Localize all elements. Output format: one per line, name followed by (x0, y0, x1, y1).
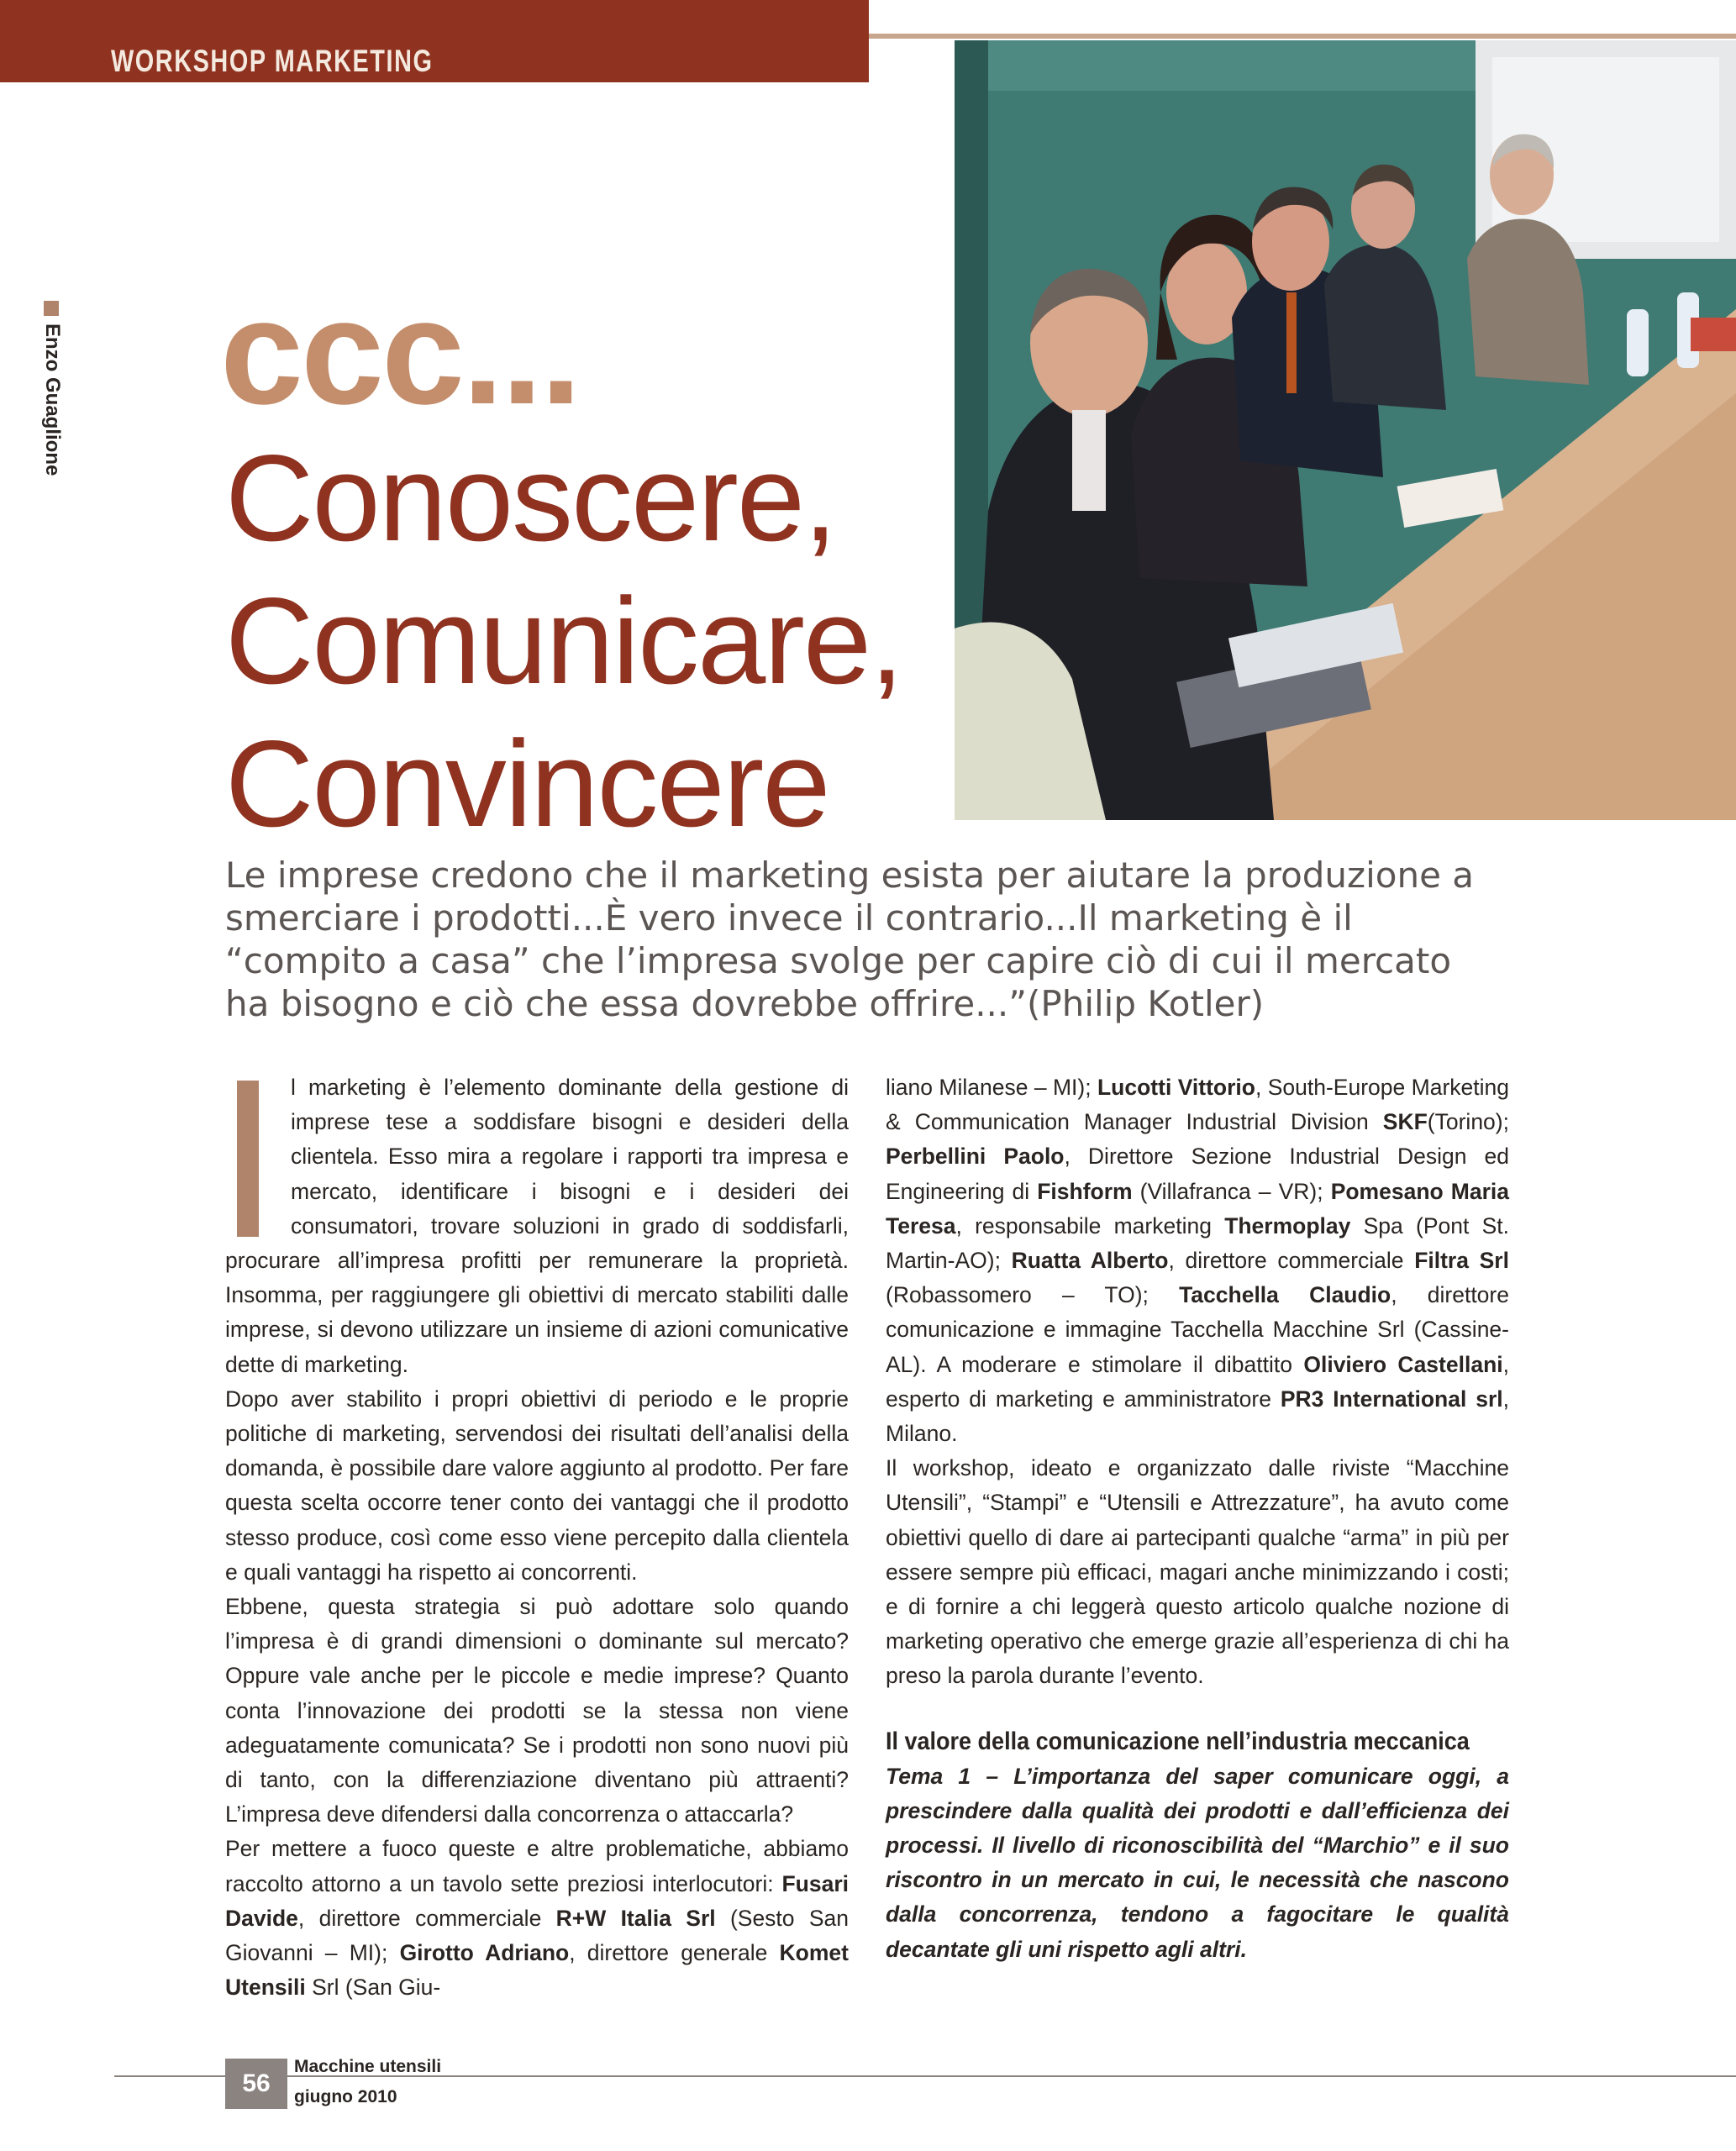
title-kicker: ccc... (220, 268, 580, 435)
publication-name: Macchine utensili (294, 2057, 442, 2076)
article-title (225, 427, 948, 855)
person-name: Ruatta Alberto (1011, 1248, 1169, 1274)
text-run: , responsabile marketing (955, 1212, 1225, 1239)
person-name: Oliviero Castellani (1303, 1351, 1503, 1377)
text-run: , Direttore Sezione Industrial Design ed Engineering di (886, 1144, 1509, 1204)
body-column-1 (225, 1070, 849, 2005)
company-name: R+W Italia Srl (555, 1905, 716, 1931)
text-run: , direttore commerciale (1168, 1248, 1415, 1274)
title-line-1: Conoscere, (225, 429, 836, 566)
person-name: Girotto Adriano (399, 1940, 570, 1966)
author-marker (44, 301, 59, 316)
company-name: Filtra Srl (1414, 1248, 1509, 1274)
company-name: PR3 International srl (1280, 1386, 1503, 1412)
col1-paragraph-3: Ebbene, questa strategia si può adottare solo quando l’impresa è di grandi dimensioni o dominante sul mercato? Oppure vale anche per le piccole e medie imprese? Quanto conta l’innovazione dei prodotti se la stessa non viene adeguatamente comunicata? Se i prodotti non sono nuovi più di tanto, con la differenziazione diventano più attraenti? L’impresa deve difendersi dalla concorrenza o attaccarla? (225, 1594, 849, 1828)
author-byline: Enzo Guaglione (41, 323, 64, 476)
col1-paragraph-4 (225, 1832, 849, 2005)
text-run: liano Milanese – MI); (886, 1075, 1097, 1100)
lead-paragraph: Le imprese credono che il marketing esista per aiutare la produzione a smerciare i prodotti...È vero invece il contrario...Il marketing è il “compito a casa” che l’impresa svolge per capire ciò di cui il mercato ha bisogno e ciò che essa dovrebbe offrire...”(Philip Kotler) (225, 855, 1474, 1024)
text-run: , South-Europe Marketing & Communication Manager Industrial Division (886, 1075, 1510, 1135)
text-run: (Torino); (1427, 1109, 1509, 1135)
page-number: 56 (225, 2059, 287, 2109)
person-name: Tacchella Claudio (1179, 1282, 1391, 1308)
text-run: (Sesto San Giovanni – MI); (225, 1905, 849, 1966)
title-line-2: Comunicare, (225, 572, 902, 709)
person-name: Fusari Davide (225, 1870, 849, 1931)
issue-date: giugno 2010 (294, 2087, 397, 2106)
header-rule (869, 34, 1736, 39)
text-run: (Villafranca – VR); (1132, 1178, 1331, 1204)
col2-paragraph-2: Il workshop, ideato e organizzato dalle riviste “Macchine Utensili”, “Stampi” e “Utensili e Attrezzature”, ha avuto come obiettivi quello di dare ai partecipanti qualche “arma” in più per essere sempre più efficaci, magari anche minimizzando i costi; e di fornire a chi leggerà questo articolo qualche nozione di marketing operativo che emerge grazie all’esperienza di chi ha preso la parola durante l’evento. (886, 1455, 1509, 1689)
company-name: Fishform (1037, 1178, 1133, 1204)
text-run: (Robassomero – TO); (886, 1282, 1180, 1308)
col1-paragraph-1: l marketing è l’elemento dominante della gestione di imprese tese a soddisfare bisogni e desideri della clientela. Esso mira a regolare i rapporti tra impresa e mercato, identificare i bisogni e i desideri dei consumatori, trovare soluzioni in grado di soddisfarli, procurare all’impresa profitti per remunerare la proprietà. Insomma, per raggiungere gli obiettivi di mercato stabiliti dalle imprese, si devono utilizzare un insieme di azioni comunicative dette di marketing. (225, 1075, 849, 1377)
text-run: , esperto di marketing e amministratore (886, 1351, 1509, 1412)
text-run: Spa (Pont St. Martin-AO); (886, 1212, 1509, 1274)
section-subheading: Il valore della comunicazione nell’industria meccanica (886, 1727, 1470, 1755)
company-name: SKF (1382, 1109, 1428, 1135)
header-band-top (0, 0, 869, 35)
person-name: Perbellini Paolo (886, 1144, 1065, 1170)
title-line-3: Convincere (225, 715, 829, 852)
text-run: , direttore generale (569, 1940, 780, 1966)
text-run: , Milano. (886, 1386, 1510, 1447)
col2-paragraph-1 (886, 1070, 1509, 1451)
text-run: , direttore comunicazione e immagine Tacchella Macchine Srl (Cassine-AL). A moderare e stimolare il dibattito (886, 1282, 1509, 1377)
tema-question: Tema 1 – L’importanza del saper comunicare oggi, a prescindere dalla qualità dei prodotti e dall’efficienza dei processi. Il livello di riconoscibilità del “Marchio” e il suo riscontro in un mercato in cui, le necessità che nascono dalla concorrenza, tendono a fagocitare le qualità decantate gli uni rispetto agli altri. (886, 1763, 1509, 1962)
text-run: , direttore commerciale (297, 1905, 556, 1931)
meeting-photo (955, 40, 1736, 820)
company-name: Thermoplay (1224, 1212, 1351, 1239)
col1-paragraph-2: Dopo aver stabilito i propri obiettivi di periodo e le proprie politiche di marketing, servendosi dei risultati dell’analisi della domanda, è possibile dare valore aggiunto al prodotto. Per fare questa scelta occorre tener conto dei vantaggi che il prodotto stesso produce, così come esso viene percepito dalla clientela e quali vantaggi ha rispetto ai concorrenti. (225, 1386, 849, 1585)
drop-cap-bar (237, 1081, 259, 1237)
body-column-2 (886, 1070, 1509, 1967)
person-name: Pomesano Maria Teresa (886, 1178, 1509, 1239)
section-label: WORKSHOP MARKETING (111, 44, 434, 78)
text-run: Per mettere a fuoco queste e altre problematiche, abbiamo raccolto attorno a un tavolo sette preziosi interlocutori: (225, 1836, 849, 1896)
person-name: Lucotti Vittorio (1097, 1075, 1255, 1100)
text-run: Srl (San Giu- (305, 1975, 441, 2001)
company-name: Komet Utensili (225, 1940, 849, 2001)
